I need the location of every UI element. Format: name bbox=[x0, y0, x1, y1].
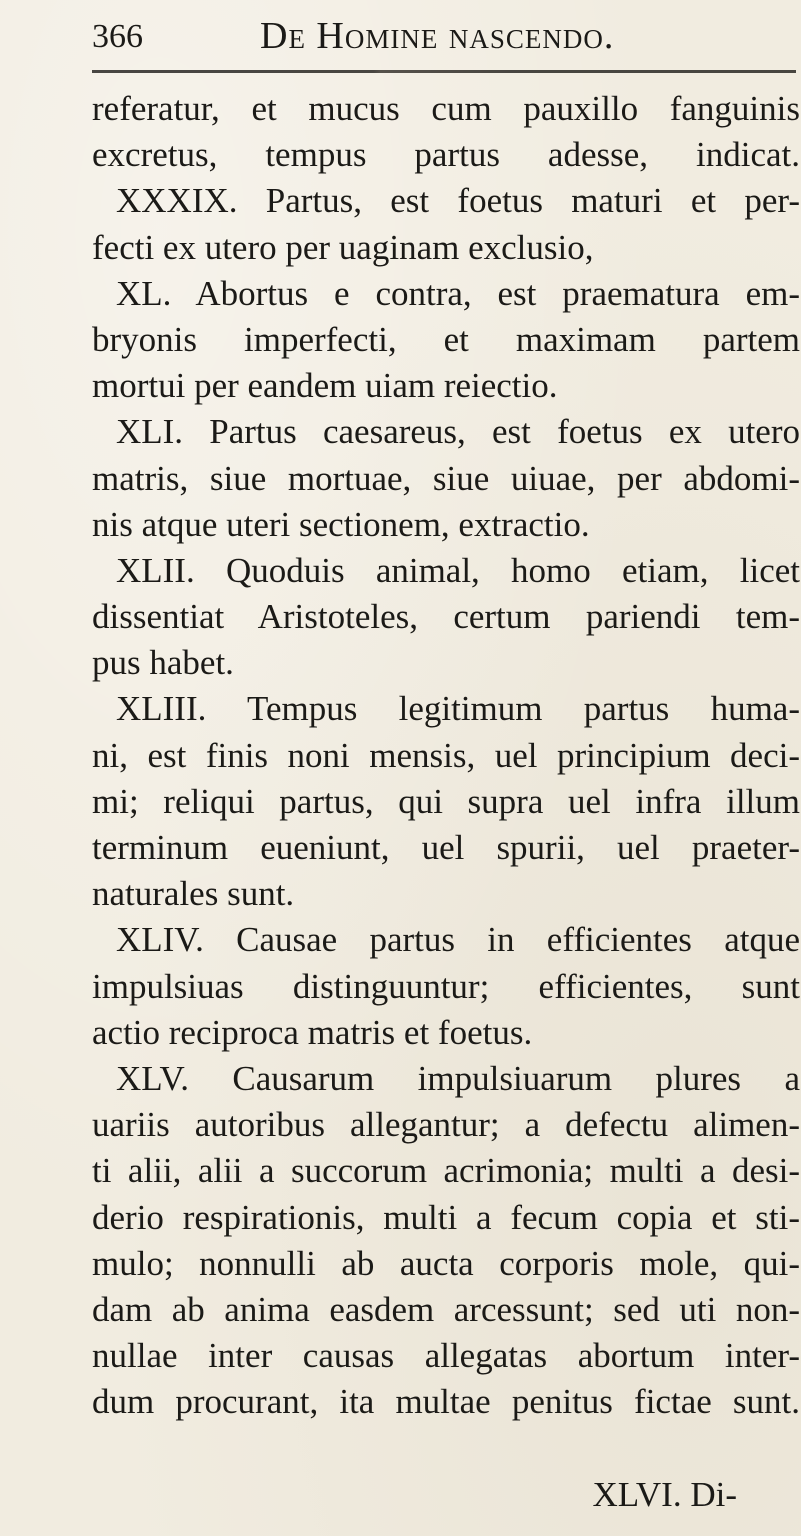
text-line: XLII. Quoduis animal, homo etiam, licet bbox=[116, 550, 800, 590]
text-line: referatur, et mucus cum pauxillo fanguinis bbox=[92, 89, 800, 128]
text-line: matris, siue mortuae, siue uiuae, per abdomi- bbox=[92, 458, 800, 498]
text-line: excretus, tempus partus adesse, indicat. bbox=[92, 135, 800, 175]
text-line: XXXIX. Partus, est foetus maturi et per- bbox=[116, 181, 800, 221]
page-header bbox=[0, 12, 801, 64]
text-line: mi; reliqui partus, qui supra uel infra illum bbox=[92, 781, 800, 821]
body-text bbox=[92, 86, 800, 1425]
text-line: XLIII. Tempus legitimum partus huma- bbox=[116, 689, 800, 729]
text-line: bryonis imperfecti, et maximam partem bbox=[92, 319, 800, 359]
text-line: XLI. Partus caesareus, est foetus ex utero bbox=[116, 412, 800, 452]
text-line: terminum eueniunt, uel spurii, uel praeter- bbox=[92, 828, 800, 867]
text-line: nullae inter causas allegatas abortum inter- bbox=[92, 1336, 800, 1376]
page-number: 366 bbox=[92, 18, 143, 55]
text-line: dissentiat Aristoteles, certum pariendi tem- bbox=[92, 597, 800, 637]
catchword: XLVI. Di- bbox=[592, 1475, 737, 1514]
header-rule bbox=[92, 70, 796, 73]
text-line: ti alii, alii a succorum acrimonia; multi a desi- bbox=[92, 1151, 800, 1191]
text-line: fecti ex utero per uaginam exclusio, bbox=[92, 227, 594, 267]
text-line: naturales sunt. bbox=[92, 874, 295, 914]
text-line: mulo; nonnulli ab aucta corporis mole, qui- bbox=[92, 1243, 800, 1283]
text-line: uariis autoribus allegantur; a defectu alimen- bbox=[92, 1105, 800, 1145]
text-line: nis atque uteri sectionem, extractio. bbox=[92, 504, 590, 544]
text-line: ni, est finis noni mensis, uel principium deci- bbox=[92, 735, 800, 775]
text-line: derio respirationis, multi a fecum copia et sti- bbox=[92, 1197, 800, 1237]
text-line: pus habet. bbox=[92, 643, 234, 683]
text-line: dum procurant, ita multae penitus fictae sunt. bbox=[92, 1382, 800, 1422]
text-line: impulsiuas distinguuntur; efficientes, sunt bbox=[92, 966, 800, 1006]
text-line: actio reciproca matris et foetus. bbox=[92, 1012, 533, 1052]
running-title: De Homine nascendo. bbox=[260, 15, 615, 57]
text-line: dam ab anima easdem arcessunt; sed uti non- bbox=[92, 1289, 800, 1329]
text-line: XL. Abortus e contra, est praematura em- bbox=[116, 273, 800, 313]
text-line: XLV. Causarum impulsiuarum plures a bbox=[116, 1058, 800, 1098]
text-line: XLIV. Causae partus in efficientes atque bbox=[116, 920, 800, 960]
text-line: mortui per eandem uiam reiectio. bbox=[92, 366, 558, 406]
